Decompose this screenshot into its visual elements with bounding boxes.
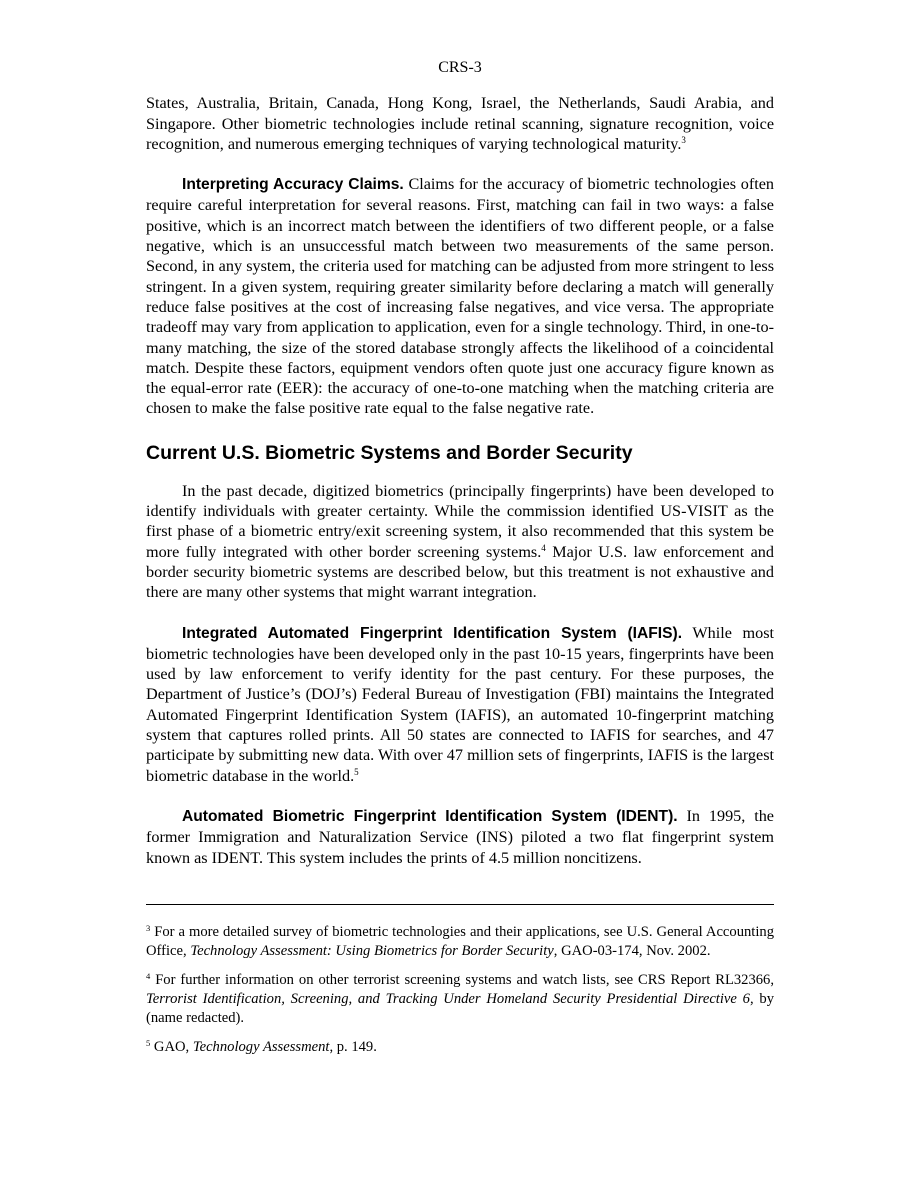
footnote-4 bbox=[146, 971, 774, 1027]
footnote-ref-4[interactable]: 4 bbox=[541, 542, 546, 553]
footnotes bbox=[146, 923, 774, 1057]
footnote-text: For further information on other terrorist screening systems and watch lists, see CRS Report RL32366, bbox=[150, 972, 774, 989]
paragraph-text: In 1995, the former Immigration and Naturalization Service (INS) piloted a two flat fingerprint system known as IDENT. This system includes the prints of 4.5 million noncitizens. bbox=[146, 806, 774, 867]
paragraph-text: In the past decade, digitized biometrics (principally fingerprints) have been developed to identify individuals with greater certainty. While the commission identified US-VISIT as the first phase of a biometric entry/exit screening system, it also recommended that this system be more fully integrated with other border screening systems. bbox=[146, 481, 774, 561]
paragraph-intro-continuation bbox=[146, 93, 774, 154]
footnote-text: For a more detailed survey of biometric technologies and their applications, see U.S. General Accounting Office, bbox=[146, 923, 774, 959]
footnote-number: 5 bbox=[146, 1038, 151, 1049]
paragraph-text-cont: Major U.S. law enforcement and border security biometric systems are described below, but this treatment is not exhaustive and there are many other systems that might warrant integration. bbox=[146, 542, 774, 602]
paragraph-accuracy-claims bbox=[146, 174, 774, 419]
footnote-text-end: , GAO-03-174, Nov. 2002. bbox=[553, 942, 711, 959]
document-page bbox=[146, 0, 774, 1068]
paragraph-text: Claims for the accuracy of biometric technologies often require careful interpretation for several reasons. First, matching can fail in two ways: a false positive, which is an incorrect match between the identifiers of two different people, or a false negative, which is an unsuccessful match between two measurements of the same person. Second, in any system, the criteria used for matching can be adjusted from more stringent to less stringent. In a given system, requiring greater similarity before declaring a match will generally reduce false positives at the cost of increasing false negatives, and vice versa. The appropriate tradeoff may vary from application to application, even for a single technology. Third, in one-to-many matching, the size of the stored database strongly affects the likelihood of a coincidental match. Despite these factors, equipment vendors often quote just one accuracy figure known as the equal-error rate (EER): the accuracy of one-to-one matching when the matching criteria are chosen to make the false positive rate equal to the false negative rate. bbox=[146, 175, 775, 418]
footnote-title: Terrorist Identification, Screening, and Tracking Under Homeland Security Presidential Directive 6 bbox=[146, 990, 750, 1007]
footnote-3 bbox=[146, 923, 774, 960]
footnote-5 bbox=[146, 1038, 774, 1057]
page-number: CRS-3 bbox=[438, 59, 482, 76]
run-in-heading: Integrated Automated Fingerprint Identification System (IAFIS). bbox=[182, 624, 683, 642]
footnote-title: Technology Assessment bbox=[192, 1039, 330, 1056]
footnote-ref-3[interactable]: 3 bbox=[681, 134, 686, 145]
footnote-ref-5[interactable]: 5 bbox=[354, 766, 359, 777]
paragraph-iafis bbox=[146, 623, 774, 786]
run-in-heading: Automated Biometric Fingerprint Identification System (IDENT). bbox=[182, 807, 678, 825]
footnote-text: GAO, bbox=[150, 1039, 193, 1056]
run-in-heading: Interpreting Accuracy Claims. bbox=[182, 176, 404, 194]
footnote-number: 4 bbox=[146, 971, 151, 982]
paragraph-biometric-systems bbox=[146, 481, 774, 603]
footnote-number: 3 bbox=[146, 922, 151, 933]
paragraph-text: While most biometric technologies have been developed only in the past 10-15 years, fingerprints have been used by law enforcement to verify identity for the past century. For these purposes, the Department of Justice’s (DOJ’s) Federal Bureau of Investigation (FBI) maintains the Integrated Automated Fingerprint Identification System (IAFIS), an automated 10-fingerprint matching system that captures rolled prints. All 50 states are connected to IAFIS for searches, and 47 participate by submitting new data. With over 47 million sets of fingerprints, IAFIS is the largest biometric database in the world. bbox=[146, 623, 774, 785]
footnote-title: Technology Assessment: Using Biometrics for Border Security bbox=[190, 942, 554, 959]
section-heading: Current U.S. Biometric Systems and Border Security bbox=[146, 441, 633, 464]
footnote-text-end: , by (name redacted). bbox=[146, 990, 774, 1026]
paragraph-ident bbox=[146, 806, 774, 868]
footnote-text-end: , p. 149. bbox=[329, 1039, 377, 1056]
paragraph-text: States, Australia, Britain, Canada, Hong Kong, Israel, the Netherlands, Saudi Arabia, and Singapore. Other biometric technologies include retinal scanning, signature recognition, voice recognition, and numerous emerging techniques of varying technological maturity. bbox=[146, 94, 774, 153]
footnote-separator bbox=[146, 904, 774, 905]
